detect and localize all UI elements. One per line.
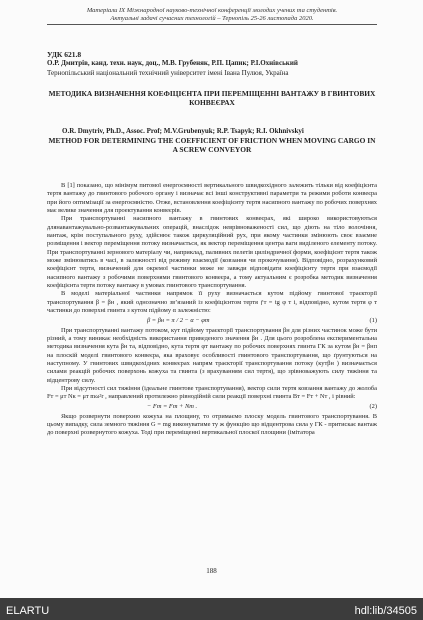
page-number: 188 (206, 567, 217, 575)
title-english: METHOD FOR DETERMINING THE COEFFICIENT OF FRICTION WHEN MOVING CARGO IN A SCREW CONVEYOR (48, 136, 376, 154)
paragraph: Якщо розвернути поверхню кожуха на площину, то отримаємо плоску модель гвинтового транспортування. В цьому випадку, сила земного тяжіння G = mg виконуватиме ту ж функцію що відцентрова сила у ГК - притискає вантаж до поверхні розвернутого кожуха. Тоді при переміщенні вертикальної плоскої площини (імітатора (47, 412, 377, 437)
repository-name[interactable]: ELARTU (6, 605, 50, 617)
paragraph: В моделі матеріальної частинки напрямок її руху визначається кутом підйому гвинтової траєкторії транспортування β = βн , який однозначно зв’язаний із коефіцієнтом тертя ƒт = tg φ т і, відповідно, кутом тертя φ т частинки до поверхні гвинта з кутом підйому α залежністю: (47, 290, 377, 315)
authors-ukrainian: О.Р. Дмитрів, канд. техн. наук, доц., М.В. Грубеняк, Р.П. Цапик; Р.І.Охнівський (47, 59, 298, 67)
affiliation: Тернопільський національний технічний університет імені Івана Пулюя, Україна (47, 69, 289, 77)
running-header-line1: Матеріали ІХ Міжнародної науково-технічної конференції молодих учених та студентів. (86, 7, 338, 14)
paragraph: При відсутності сил тяжіння (ідеальне гвинтове транспортування), вектор сили тертя ковзання вантажу до жолоба Fт = μт Nк = μт mω²r , направлений протилежно рівнодійній сили реакції поверхні гвинта Bт = Fт + Nт , і рівний: (47, 384, 377, 401)
equation-formula: − Fт = Fт + Nт . (147, 402, 198, 410)
header-rule (47, 24, 377, 25)
equation-number: (2) (369, 402, 377, 410)
handle-link[interactable]: hdl:lib/34505 (354, 605, 417, 617)
article-body (47, 182, 377, 438)
title-ukrainian: МЕТОДИКА ВИЗНАЧЕННЯ КОЕФІЦІЄНТА ПРИ ПЕРЕМІЩЕННІ ВАНТАЖУ В ГВИНТОВИХ КОНВЕЄРАХ (48, 89, 376, 107)
paragraph: В [1] показано, що мінімум питомої енергоємності вертикального швидкохідного залежить тільки від коефіцієнта тертя вантажу до гвинтового робочого органу і визначає всі інші конструктивні параметри та режими роботи конвеєра при його оптимізації за енергоємністю. Отже, встановлення коефіцієнту тертя насипного вантажу по робочих поверхнях має велике значення для проектування конвеєрів. (47, 182, 377, 215)
equation-2 (47, 402, 377, 413)
paragraph: При транспортуванні насипного вантажу в гвинтових конвеєрах, які широко використовуються длянавантажувально-розвантажувальних операцій, внаслідок неврівноваженості сил, що діють на тіло волочіння, вантаж, крім поступального руху, здійснює також циркуляційний рух, при якому частинки змінюють своє взаємне розміщення і вектор переміщення потоку визначається, як вектор переміщення центра ваги виділеного елементу потоку. При транспортуванні зернового матеріалу чи, наприклад, паливних пелетів циліндричної форми, коефіцієнт тертя також може змінюватись в часі, в залежності від режиму взаємодії (ковзання чи прокочування). Відповідно, розрахунковий коефіцієнт тертя, визначений для окремої частинки може не завжди відповідати коефіцієнту тертя при взаємодії насипного вантажу з робочими поверхнями гвинтового конвеєра, а тому актуальним є розробка методик визначення коефіцієнта тертя потоку вантажу в умовах гвинтового транспортування. (47, 215, 377, 290)
equation-1 (47, 316, 377, 327)
paragraph: При транспортуванні вантажу потоком, кут підйому траєкторії транспортування βн для різних частинок може бути різний, а тому виникає необхідність використання приведеного значення βн . Для цього розроблена експериментальна методика визначення кута βн та, відповідно, кута тертя φт вантажу по робочих поверхнях гвинта ГК за кутом βн = βнп на плоскій моделі гвинтового конвеєра, яка враховує особливості гвинтового транспортування, що ґрунтуються на наступному. У гвинтових швидкохідних конвеєрах напрям траєкторії транспортування потоку (кутβн ) визначається силами реакцій робочих поверхонь кожуха та гвинта (з врахуванням сил тертя), що зрівноважують силу тяжіння та відцентрову силу. (47, 326, 377, 384)
running-header-line2: Актуальні задачі сучасних технологій – Тернопіль 25-26 листопада 2020. (110, 15, 314, 22)
authors-english: O.R. Dmytriv, Ph.D., Assoc. Prof; M.V.Grubenyuk; R.P. Tsapyk; R.I. Okhnivskyi (62, 127, 304, 135)
equation-formula: β = βн = π / 2 − α − φт (147, 316, 210, 324)
equation-number: (1) (369, 316, 377, 324)
udc-code: УДК 621.8 (47, 50, 82, 59)
